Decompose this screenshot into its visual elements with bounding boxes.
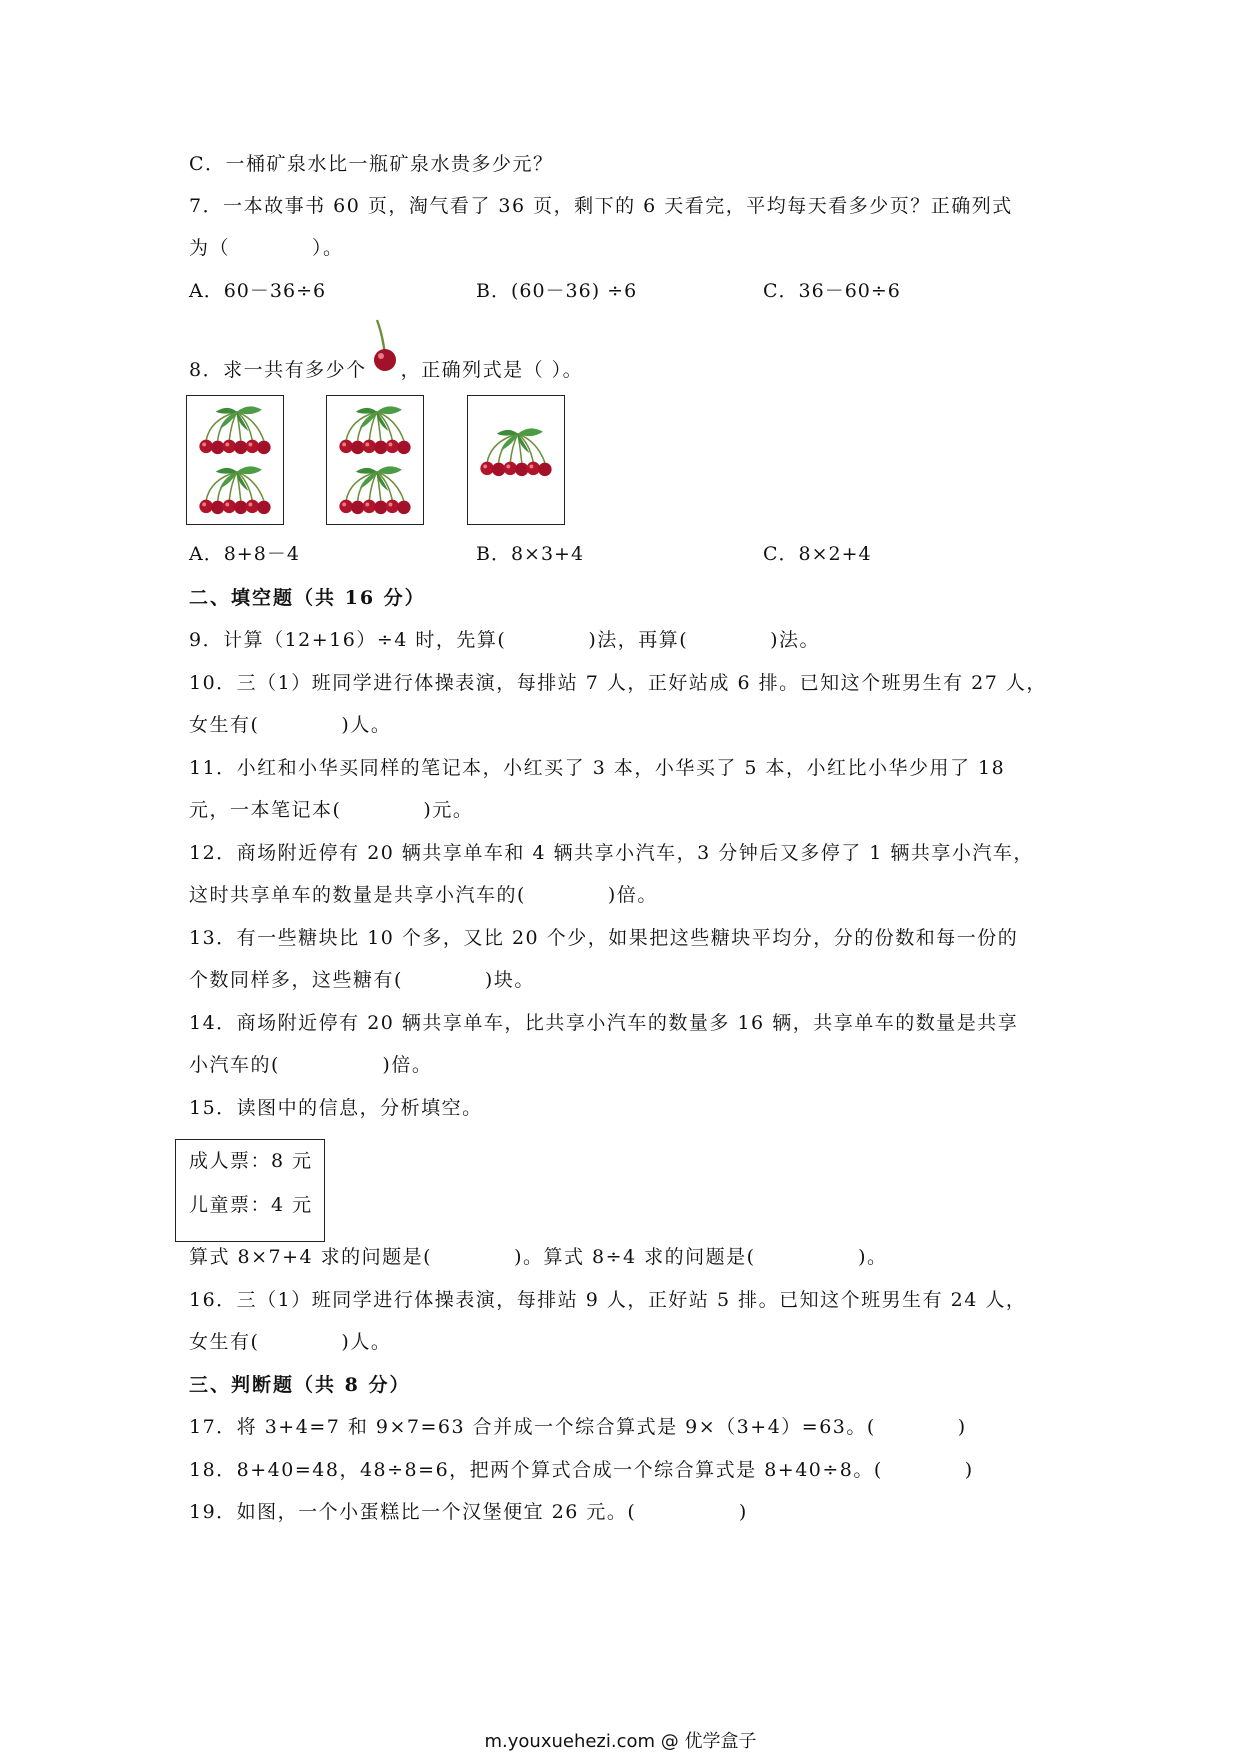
q19-text: 19．如图，一个小蛋糕比一个汉堡便宜 26 元。( ) [189, 1501, 748, 1523]
q8-suffix: ，正确列式是（ ）。 [400, 359, 584, 381]
q10-text: 10．三（1）班同学进行体操表演，每排站 7 人，正好站成 6 排。已知这个班男生有 27 人， [189, 672, 1047, 694]
cherry-picture-1 [186, 395, 284, 525]
q14-text: 14．商场附近停有 20 辆共享单车，比共享小汽车的数量多 16 辆，共享单车的数量是共享 [189, 1012, 1019, 1034]
cherry-picture-3 [467, 395, 565, 525]
q15-text: 15．读图中的信息，分析填空。 [189, 1097, 483, 1119]
q18-text: 18．8+40=48，48÷8=6，把两个算式合成一个综合算式是 8+40÷8。( ) [189, 1459, 974, 1481]
cherry-cluster-icon [335, 464, 415, 516]
q12-text-cont: 这时共享单车的数量是共享小汽车的( )倍。 [189, 884, 658, 906]
q14-text-cont: 小汽车的( )倍。 [189, 1054, 433, 1076]
q12-text: 12．商场附近停有 20 辆共享单车和 4 辆共享小汽车，3 分钟后又多停了 1 辆共享小汽车， [189, 842, 1034, 864]
q7-option-c: C．36－60÷6 [763, 280, 901, 302]
q16-text: 16．三（1）班同学进行体操表演，每排站 9 人，正好站 5 排。已知这个班男生有 24 人， [189, 1289, 1027, 1311]
q8-option-b: B．8×3+4 [476, 543, 585, 565]
q6-option-c: C．一桶矿泉水比一瓶矿泉水贵多少元？ [189, 153, 554, 175]
q8-option-c: C．8×2+4 [763, 543, 872, 565]
q8-text [189, 334, 583, 383]
section-title-judgement: 三、判断题（共 8 分） [189, 1374, 411, 1396]
q11-text: 11．小红和小华买同样的笔记本，小红买了 3 本，小华买了 5 本，小红比小华少用了 18 [189, 757, 1006, 779]
q8-prefix: 8．求一共有多少个 [189, 359, 367, 381]
q15-questions: 算式 8×7+4 求的问题是( )。算式 8÷4 求的问题是( )。 [189, 1246, 888, 1268]
q9-text: 9．计算（12+16）÷4 时，先算( )法，再算( )法。 [189, 629, 821, 651]
q13-text-cont: 个数同样多，这些糖有( )块。 [189, 969, 535, 991]
cherry-icon [367, 334, 401, 374]
cherry-cluster-icon [195, 404, 275, 456]
q8-option-a: A．8+8－4 [189, 543, 300, 565]
q7-option-b: B．(60－36) ÷6 [476, 280, 638, 302]
q7-option-a: A．60－36÷6 [189, 280, 327, 302]
q11-text-cont: 元，一本笔记本( )元。 [189, 799, 474, 821]
ticket-price-box [175, 1139, 325, 1242]
footer-source: m.youxuehezi.com @ 优学盒子 [484, 1731, 757, 1752]
q10-text-cont: 女生有( )人。 [189, 714, 392, 736]
q17-text: 17．将 3+4=7 和 9×7=63 合并成一个综合算式是 9×（3+4）=63。( ) [189, 1416, 967, 1438]
q7-text-cont: 为（ ）。 [189, 237, 344, 259]
q13-text: 13．有一些糖块比 10 个多，又比 20 个少，如果把这些糖块平均分，分的份数和每一份的 [189, 927, 1019, 949]
cherry-cluster-icon [195, 464, 275, 516]
q7-text: 7．一本故事书 60 页，淘气看了 36 页，剩下的 6 天看完，平均每天看多少页？正确列式 [189, 195, 1013, 217]
section-title-fill-in: 二、填空题（共 16 分） [189, 587, 426, 609]
q16-text-cont: 女生有( )人。 [189, 1331, 392, 1353]
cherry-picture-2 [326, 395, 424, 525]
adult-ticket-price: 成人票：8 元 [189, 1150, 313, 1172]
cherry-cluster-icon [335, 404, 415, 456]
cherry-cluster-icon [476, 426, 556, 478]
child-ticket-price: 儿童票：4 元 [189, 1194, 313, 1216]
